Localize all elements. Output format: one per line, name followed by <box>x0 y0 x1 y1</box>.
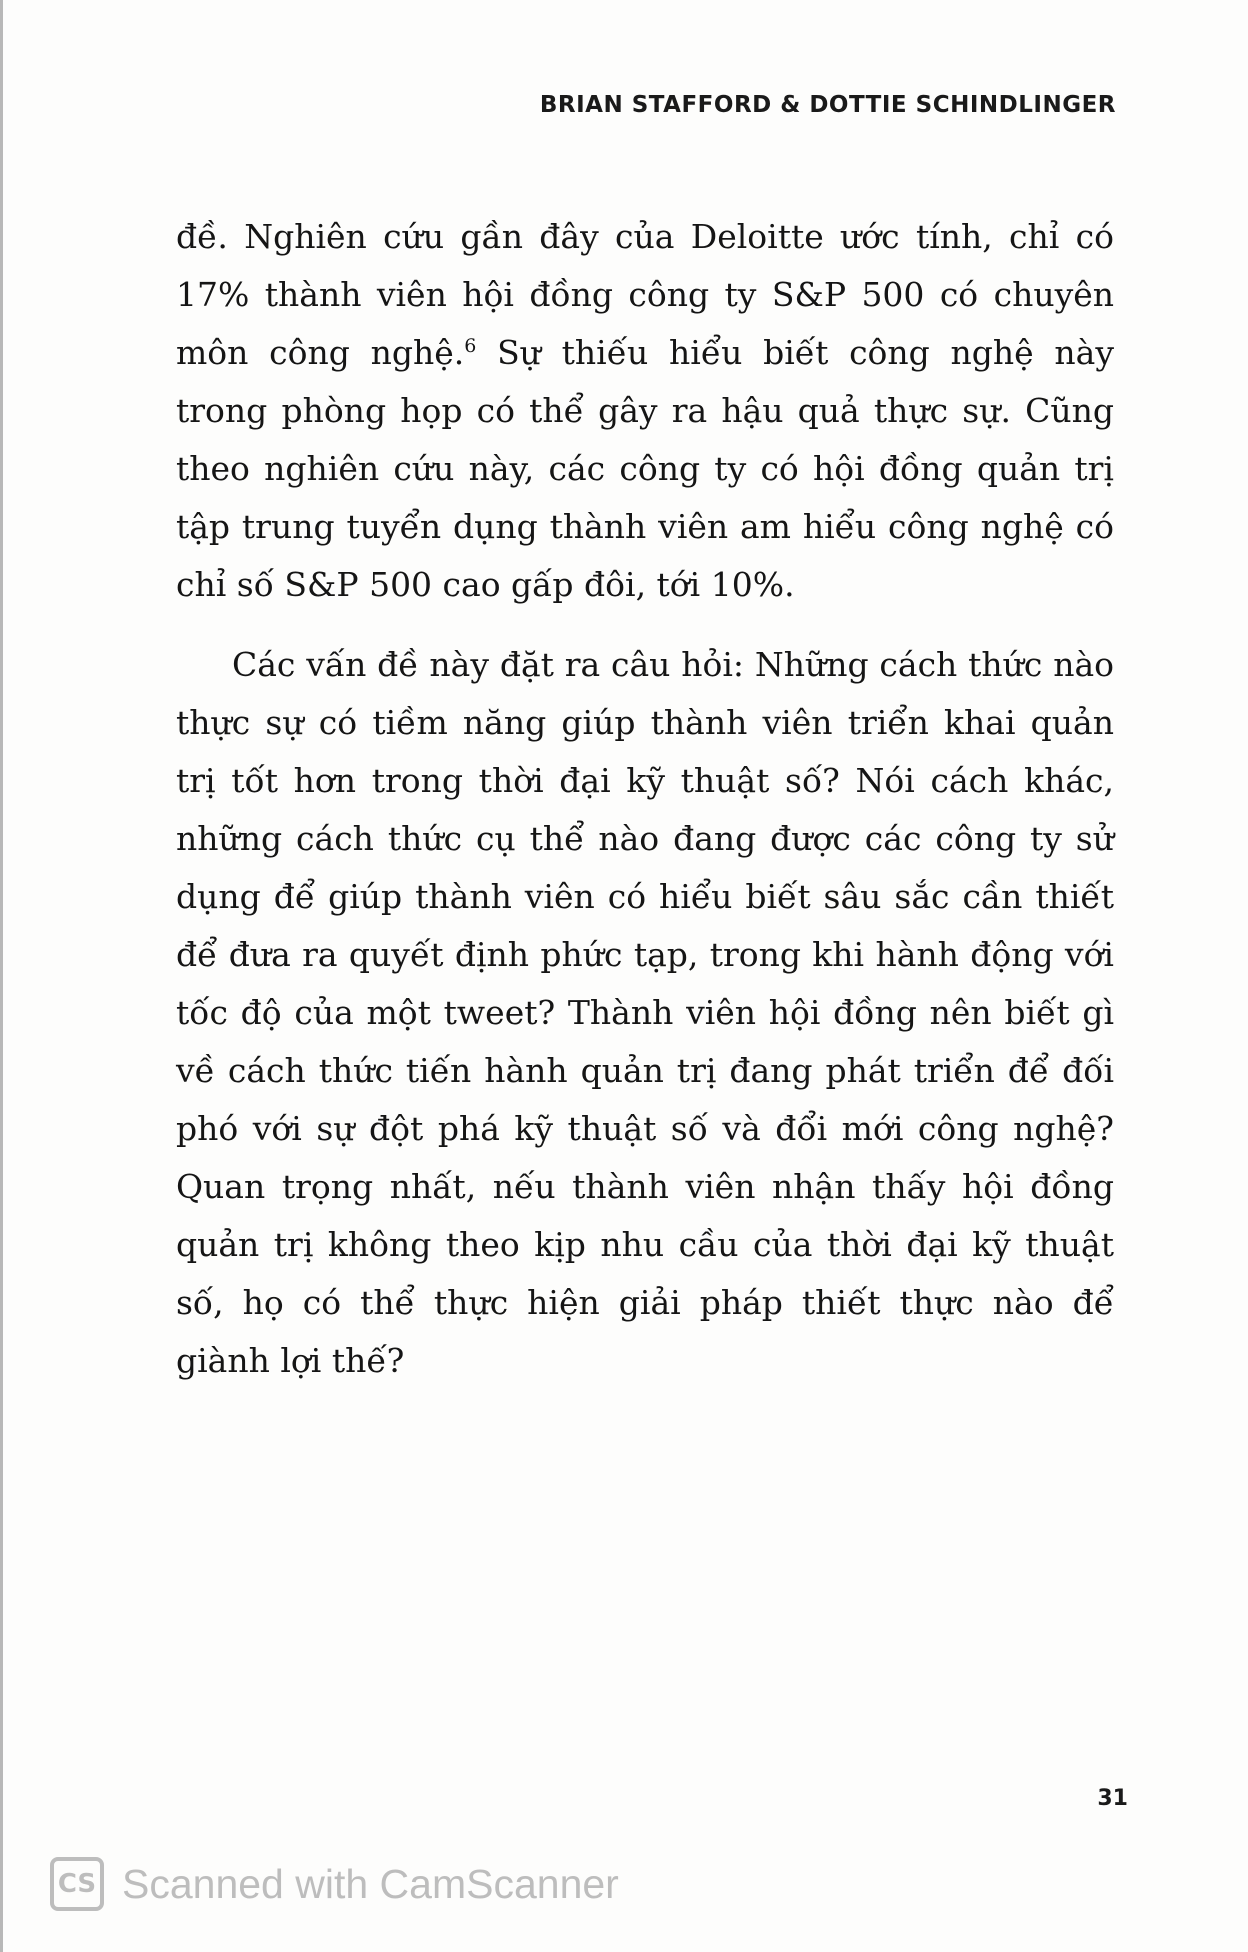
running-header: BRIAN STAFFORD & DOTTIE SCHINDLINGER <box>539 92 1116 118</box>
paragraph-1-text-a: đề. Nghiên cứu gần đây của Deloitte ước tính, chỉ có 17% thành viên hội đồng công ty S&P 500 có chuyên môn công nghệ. <box>176 217 1114 372</box>
footnote-marker: 6 <box>464 335 477 357</box>
watermark-label: Scanned with CamScanner <box>122 1860 619 1907</box>
page-number: 31 <box>1097 1786 1128 1811</box>
page-edge-shadow <box>0 0 3 1952</box>
camscanner-watermark <box>50 1857 619 1911</box>
paragraph-1 <box>176 208 1114 614</box>
paragraph-1-text-b: Sự thiếu hiểu biết công nghệ này trong phòng họp có thể gây ra hậu quả thực sự. Cũng theo nghiên cứu này, các công ty có hội đồng quản trị tập trung tuyển dụng thành viên am hiểu công nghệ có chỉ số S&P 500 cao gấp đôi, tới 10%. <box>176 333 1114 604</box>
paragraph-2: Các vấn đề này đặt ra câu hỏi: Những cách thức nào thực sự có tiềm năng giúp thành viên triển khai quản trị tốt hơn trong thời đại kỹ thuật số? Nói cách khác, những cách thức cụ thể nào đang được các công ty sử dụng để giúp thành viên có hiểu biết sâu sắc cần thiết để đưa ra quyết định phức tạp, trong khi hành động với tốc độ của một tweet? Thành viên hội đồng nên biết gì về cách thức tiến hành quản trị đang phát triển để đối phó với sự đột phá kỹ thuật số và đổi mới công nghệ? Quan trọng nhất, nếu thành viên nhận thấy hội đồng quản trị không theo kịp nhu cầu của thời đại kỹ thuật số, họ có thể thực hiện giải pháp thiết thực nào để giành lợi thế? <box>176 645 1114 1380</box>
camscanner-logo-icon: CS <box>50 1857 104 1911</box>
body-text <box>176 208 1114 1390</box>
